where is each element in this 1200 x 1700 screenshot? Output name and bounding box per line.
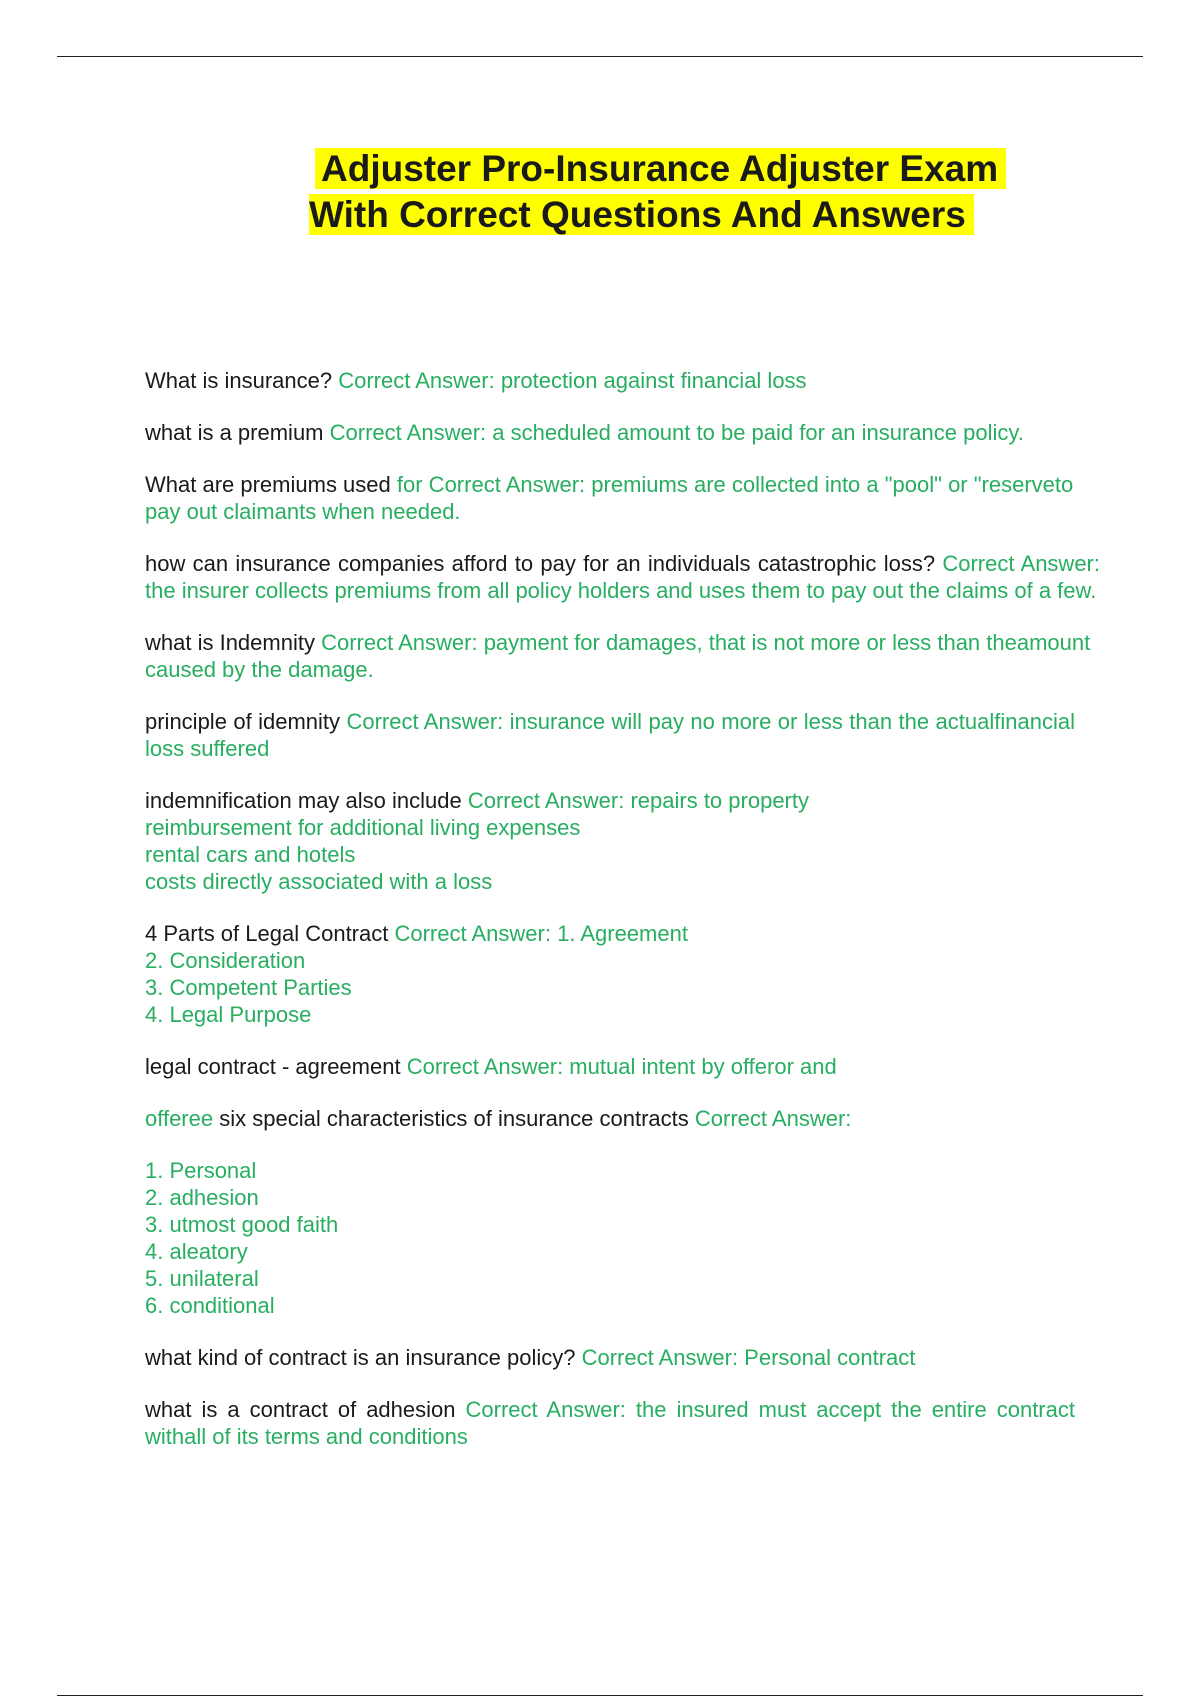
question-text: What is insurance? bbox=[145, 368, 333, 393]
answer-text: Correct Answer: repairs to property bbox=[467, 788, 809, 813]
qa-item bbox=[145, 550, 1100, 604]
answer-line: 1. Personal bbox=[145, 1158, 257, 1183]
question-text: 4 Parts of Legal Contract bbox=[145, 921, 389, 946]
title-line-1: Adjuster Pro-Insurance Adjuster Exam bbox=[315, 146, 1006, 192]
qa-item bbox=[145, 367, 1100, 394]
question-text: how can insurance companies afford to pay for an individuals catastrophic loss? bbox=[145, 551, 936, 576]
question-text: what is Indemnity bbox=[145, 630, 315, 655]
answer-text: for Correct Answer: premiums are collected into a "pool" or "reserveto pay out claimants when needed. bbox=[145, 472, 1074, 524]
answer-line: 5. unilateral bbox=[145, 1266, 259, 1291]
answer-text: Correct Answer: the insured must accept the entire contract withall of its terms and conditions bbox=[145, 1397, 1075, 1449]
answer-line: 3. Competent Parties bbox=[145, 975, 352, 1000]
question-text: what is a contract of adhesion bbox=[145, 1397, 456, 1422]
answer-line: reimbursement for additional living expenses bbox=[145, 815, 581, 840]
answer-text: Correct Answer: payment for damages, that is not more or less than theamount caused by the damage. bbox=[145, 630, 1091, 682]
qa-item bbox=[145, 920, 1100, 1028]
answer-text: Correct Answer: insurance will pay no more or less than the actualfinancial loss suffered bbox=[145, 709, 1075, 761]
answer-line: rental cars and hotels bbox=[145, 842, 356, 867]
question-text: What are premiums used bbox=[145, 472, 391, 497]
qa-item bbox=[145, 1053, 1100, 1080]
qa-item bbox=[145, 419, 1100, 446]
answer-line: 2. Consideration bbox=[145, 948, 306, 973]
qa-item bbox=[145, 708, 1075, 762]
qa-item bbox=[145, 471, 1100, 525]
answer-text: offeree bbox=[145, 1106, 214, 1131]
answer-text: Correct Answer: a scheduled amount to be paid for an insurance policy. bbox=[329, 420, 1024, 445]
qa-item bbox=[145, 787, 1100, 895]
answer-line: 4. Legal Purpose bbox=[145, 1002, 312, 1027]
qa-item bbox=[145, 1344, 1100, 1371]
title-line-2: With Correct Questions And Answers bbox=[315, 192, 1006, 238]
answer-text: Correct Answer: bbox=[694, 1106, 852, 1131]
answer-text: Correct Answer: the insurer collects premiums from all policy holders and uses them to pay out the claims of a few. bbox=[145, 551, 1100, 603]
answer-text: Correct Answer: protection against financial loss bbox=[338, 368, 807, 393]
answer-line: 4. aleatory bbox=[145, 1239, 248, 1264]
question-text: principle of idemnity bbox=[145, 709, 341, 734]
answer-line: 3. utmost good faith bbox=[145, 1212, 339, 1237]
question-text: indemnification may also include bbox=[145, 788, 462, 813]
answer-line: costs directly associated with a loss bbox=[145, 869, 493, 894]
answer-text: Correct Answer: Personal contract bbox=[581, 1345, 916, 1370]
bottom-rule bbox=[57, 1695, 1143, 1696]
qa-item bbox=[145, 1105, 1100, 1132]
qa-list bbox=[145, 367, 1100, 1475]
question-text: six special characteristics of insurance contracts bbox=[219, 1106, 689, 1131]
answer-line: 2. adhesion bbox=[145, 1185, 259, 1210]
answer-text: Correct Answer: 1. Agreement bbox=[394, 921, 688, 946]
answer-line: 6. conditional bbox=[145, 1293, 275, 1318]
qa-item bbox=[145, 629, 1100, 683]
answer-list bbox=[145, 1157, 1100, 1319]
question-text: legal contract - agreement bbox=[145, 1054, 401, 1079]
qa-item bbox=[145, 1396, 1075, 1450]
question-text: what kind of contract is an insurance policy? bbox=[145, 1345, 576, 1370]
top-rule bbox=[57, 56, 1143, 57]
answer-text: Correct Answer: mutual intent by offeror and bbox=[406, 1054, 837, 1079]
question-text: what is a premium bbox=[145, 420, 324, 445]
document-title bbox=[309, 146, 1006, 238]
